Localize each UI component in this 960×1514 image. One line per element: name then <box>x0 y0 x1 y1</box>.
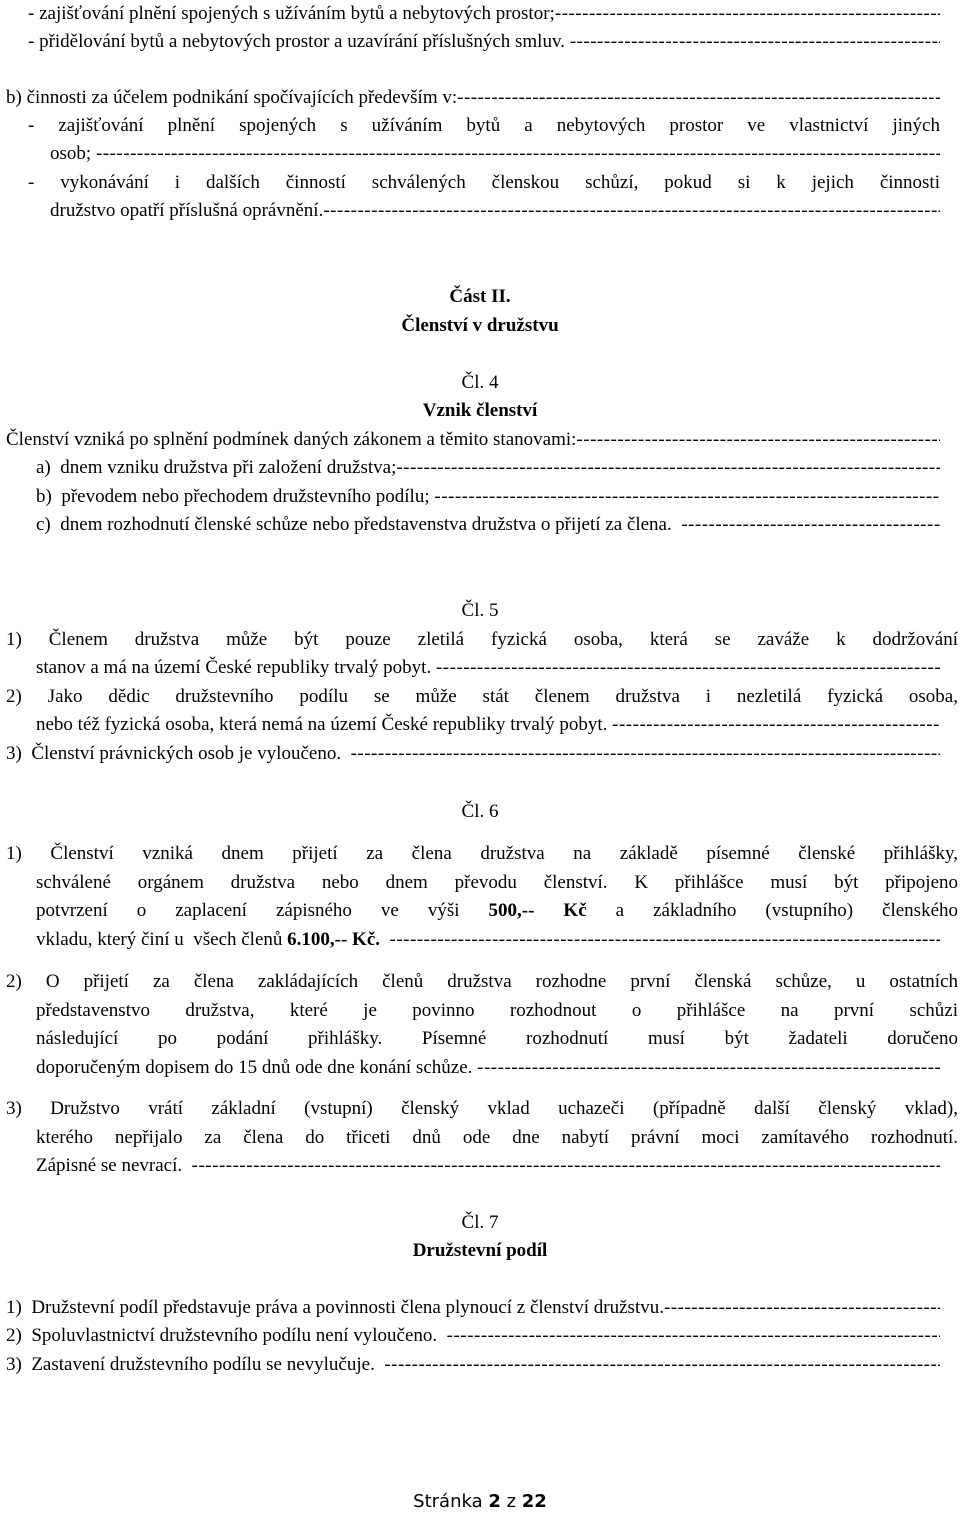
section-subtitle: Členství v družstvu <box>401 315 559 336</box>
list-item: 3) Družstvo vrátí základní (vstupní) členský vklad uchazeči (případně další členský vklad), <box>6 1098 958 1119</box>
list-item: 2) Spoluvlastnictví družstevního podílu není vyloučeno. ----- <box>6 1322 940 1350</box>
list-item: kterého nepřijalo za člena do třiceti dnů ode dne nabytí právní moci zamítavého rozhodnutí. <box>36 1127 958 1148</box>
page-number: 2 <box>488 1491 501 1512</box>
page-total: 22 <box>521 1491 547 1512</box>
list-item: nebo též fyzická osoba, která nemá na území České republiky trvalý pobyt. ----- <box>36 711 940 739</box>
list-item: vkladu, který činí u všech členů 6.100,-- Kč. ----- <box>36 926 940 954</box>
list-item: 1) Členství vzniká dnem přijetí za člena družstva na základě písemné členské přihlášky, <box>6 843 958 864</box>
list-item: 3) Členství právnických osob je vyloučeno. ----- <box>6 740 940 768</box>
list-item: doporučeným dopisem do 15 dnů ode dne konání schůze. ----- <box>36 1054 940 1082</box>
paragraph: Členství vzniká po splnění podmínek daných zákonem a těmito stanovami: ----- <box>6 426 940 454</box>
section-title: Část II. <box>449 286 511 307</box>
article-number: Čl. 4 <box>461 372 499 393</box>
page-footer: Stránka 2 z 22 <box>413 1491 547 1512</box>
list-item: představenstvo družstva, které je povinno rozhodnout o přihlášce na první schůzi <box>36 1000 958 1021</box>
list-item: - zajišťování plnění spojených s užíváním bytů a nebytových prostor; ----- <box>28 0 940 28</box>
paragraph: družstvo opatří příslušná oprávnění. ----- <box>50 197 940 225</box>
list-item: 3) Zastavení družstevního podílu se nevylučuje. ----- <box>6 1351 940 1379</box>
article-number: Čl. 7 <box>461 1212 499 1233</box>
article-title: Družstevní podíl <box>412 1240 548 1261</box>
list-item: potvrzení o zaplacení zápisného ve výši 500,-- Kč a základního (vstupního) členského <box>36 900 958 921</box>
list-item: b) převodem nebo přechodem družstevního podílu; ----- <box>36 483 940 511</box>
article-title: Vznik členství <box>422 400 538 421</box>
article-number: Čl. 5 <box>461 600 499 621</box>
paragraph: osob; ----- <box>50 140 940 168</box>
list-item: - vykonávání i dalších činností schválených členskou schůzí, pokud si k jejich činnosti <box>28 172 940 193</box>
list-item: 1) Družstevní podíl představuje práva a povinnosti člena plynoucí z členství družstvu. ----- <box>6 1294 940 1322</box>
paragraph: b) činnosti za účelem podnikání spočívajících především v: ----- <box>6 84 940 112</box>
list-item: stanov a má na území České republiky trvalý pobyt. ----- <box>36 654 940 682</box>
list-item: - přidělování bytů a nebytových prostor a uzavírání příslušných smluv. ----- <box>28 28 940 56</box>
article-number: Čl. 6 <box>461 801 499 822</box>
list-item: následující po podání přihlášky. Písemné rozhodnutí musí být žadateli doručeno <box>36 1028 958 1049</box>
list-item: schválené orgánem družstva nebo dnem převodu členství. K přihlášce musí být připojeno <box>36 872 958 893</box>
list-item: 2) O přijetí za člena zakládajících členů družstva rozhodne první členská schůze, u ostatních <box>6 971 958 992</box>
list-item: 1) Členem družstva může být pouze zletilá fyzická osoba, která se zaváže k dodržování <box>6 629 958 650</box>
list-item: - zajišťování plnění spojených s užíváním bytů a nebytových prostor ve vlastnictví jiných <box>28 115 940 136</box>
list-item: a) dnem vzniku družstva při založení družstva; ----- <box>36 454 940 482</box>
list-item: c) dnem rozhodnutí členské schůze nebo představenstva družstva o přijetí za člena. ----- <box>36 511 940 539</box>
list-item: 2) Jako dědic družstevního podílu se může stát členem družstva i nezletilá fyzická osoba, <box>6 686 958 707</box>
list-item: Zápisné se nevrací. ----- <box>36 1152 940 1180</box>
